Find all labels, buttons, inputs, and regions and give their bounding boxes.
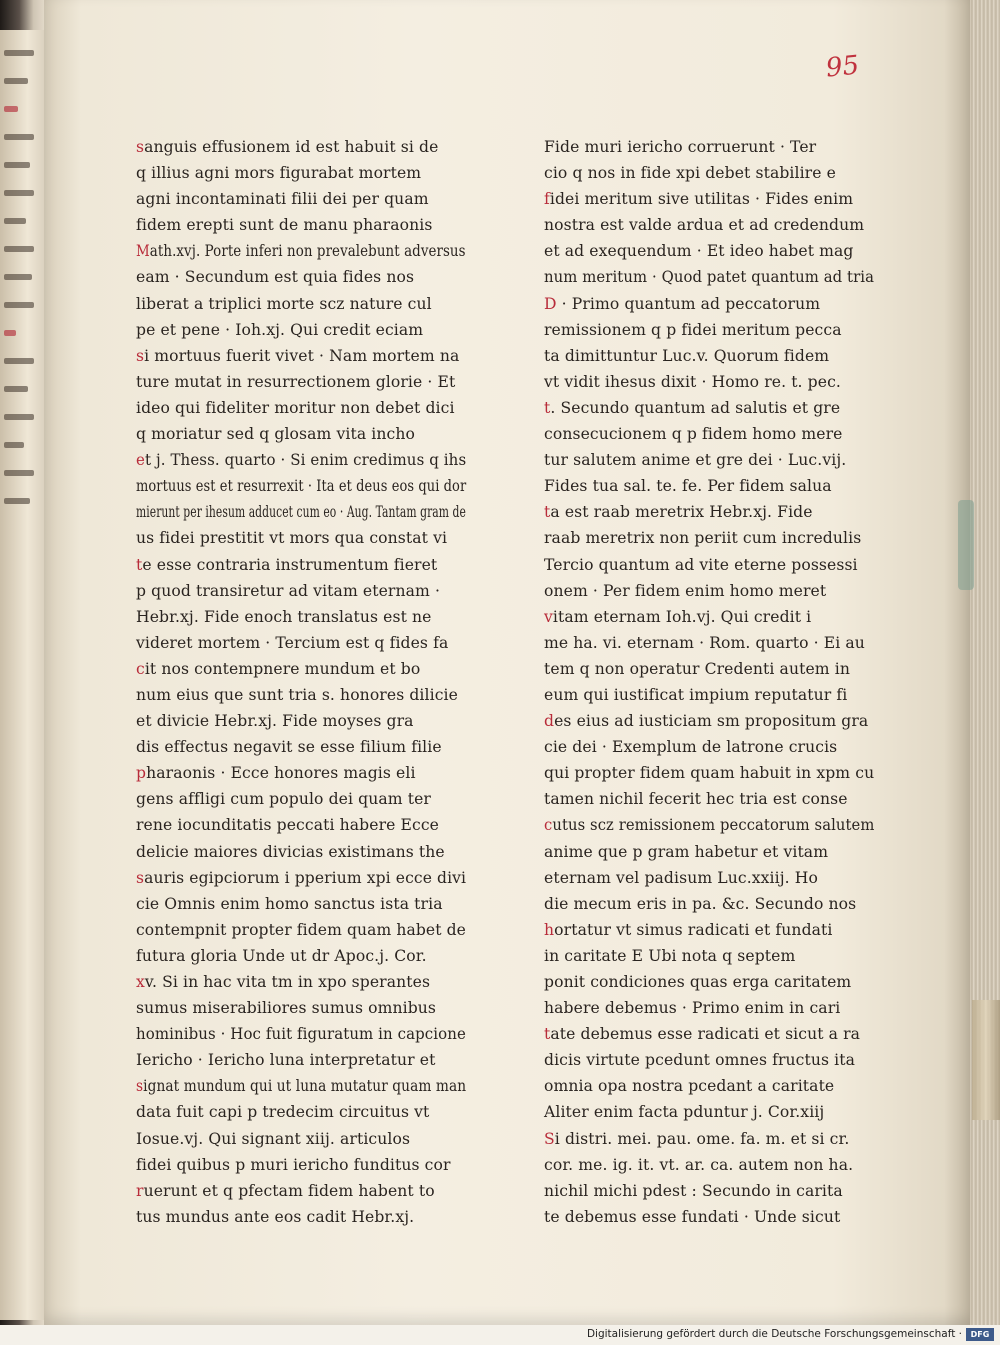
text-line: Hebr.xj. Fide enoch translatus est ne	[136, 607, 432, 626]
text-line: agni incontaminati filii dei per quam	[136, 190, 429, 209]
text-line: cit nos contempnere mundum et bo	[136, 659, 421, 678]
text-line: des eius ad iusticiam sm propositum gra	[544, 712, 869, 731]
rubric-initial: r	[136, 1181, 144, 1200]
text-line: tur salutem anime et gre dei · Luc.vij.	[544, 451, 847, 470]
text-line: delicie maiores divicias existimans the	[136, 842, 445, 861]
text-line: eternam vel padisum Luc.xxiij. Ho	[544, 868, 818, 887]
rubric-initial: t	[544, 503, 551, 522]
rubric-initial: c	[544, 816, 553, 835]
text-line: mierunt per ihesum adducet cum eo · Aug. Tantam gram de	[136, 503, 466, 522]
text-line: gens affligi cum populo dei quam ter	[136, 790, 431, 809]
text-line: onem · Per fidem enim homo meret	[544, 581, 827, 600]
text-line: Math.xvj. Porte inferi non prevalebunt adversus	[136, 242, 466, 261]
text-line: fidei meritum sive utilitas · Fides enim	[544, 190, 854, 209]
text-line: te esse contraria instrumentum fieret	[136, 555, 438, 574]
rubric-initial: D	[544, 294, 557, 313]
text-line: remissionem q p fidei meritum pecca	[544, 320, 842, 339]
text-line: pharaonis · Ecce honores magis eli	[136, 764, 416, 783]
text-line: cio q nos in fide xpi debet stabilire e	[544, 164, 836, 183]
rubric-initial: t	[544, 1025, 551, 1044]
text-line: Iericho · Iericho luna interpretatur et	[136, 1051, 436, 1070]
text-line: anime que p gram habetur et vitam	[544, 842, 829, 861]
text-line: dicis virtute pcedunt omnes fructus ita	[544, 1051, 856, 1070]
text-line: sumus miserabiliores sumus omnibus	[136, 999, 437, 1018]
rubric-initial: S	[544, 1129, 555, 1148]
text-line: si mortuus fuerit vivet · Nam mortem na	[136, 346, 460, 365]
text-line: cie Omnis enim homo sanctus ista tria	[136, 894, 443, 913]
rubric-initial: t	[136, 555, 143, 574]
rubric-initial: x	[136, 973, 145, 991]
text-line: ta est raab meretrix Hebr.xj. Fide	[544, 503, 813, 522]
text-line: rene iocunditatis peccati habere Ecce	[136, 816, 440, 835]
rubric-initial: e	[136, 451, 145, 470]
text-line: signat mundum qui ut luna mutatur quam man	[136, 1077, 467, 1096]
dfg-logo: DFG	[966, 1328, 994, 1341]
text-line: nichil michi pdest : Secundo in carita	[544, 1181, 843, 1200]
text-line: Fide muri iericho corruerunt · Ter	[544, 138, 817, 156]
bookmark-ribbon	[972, 1000, 1000, 1120]
text-line: raab meretrix non periit cum incredulis	[544, 529, 862, 548]
text-line: ture mutat in resurrectionem glorie · Et	[136, 372, 456, 391]
rubric-initial: M	[136, 242, 150, 261]
text-line: et divicie Hebr.xj. Fide moyses gra	[136, 712, 414, 731]
text-column-left	[136, 134, 466, 1230]
text-line: ruerunt et q pfectam fidem habent to	[136, 1181, 435, 1200]
text-line: num eius que sunt tria s. honores dilicie	[136, 685, 458, 704]
rubric-initial: s	[136, 138, 145, 156]
text-line: videret mortem · Tercium est q fides fa	[136, 633, 449, 652]
rubric-initial: s	[136, 868, 145, 887]
rubric-initial: f	[544, 190, 550, 209]
text-line: tus mundus ante eos cadit Hebr.xj.	[136, 1207, 415, 1226]
text-line: fidem erepti sunt de manu pharaonis	[136, 216, 433, 235]
text-line: me ha. vi. eternam · Rom. quarto · Ei au	[544, 633, 865, 652]
text-line: mortuus est et resurrexit · Ita et deus eos qui dor	[136, 477, 467, 496]
text-line: vitam eternam Ioh.vj. Qui credit i	[544, 607, 812, 626]
text-line: contempnit propter fidem quam habet de	[136, 920, 466, 939]
text-line: et j. Thess. quarto · Si enim credimus q ihs	[136, 451, 467, 470]
text-line: habere debemus · Primo enim in cari	[544, 999, 841, 1018]
text-line: xv. Si in hac vita tm in xpo sperantes	[136, 973, 431, 991]
text-line: tate debemus esse radicati et sicut a ra	[544, 1025, 861, 1044]
text-line: cutus scz remissionem peccatorum salutem	[544, 816, 875, 835]
text-line: q illius agni mors figurabat mortem	[136, 164, 422, 183]
footer-bar	[0, 1325, 1000, 1345]
text-line: p quod transiretur ad vitam eternam ·	[136, 581, 441, 600]
text-line: liberat a triplici morte scz nature cul	[136, 294, 432, 313]
rubric-initial: s	[136, 346, 145, 365]
rubric-initial: t	[544, 398, 551, 417]
text-line: q moriatur sed q glosam vita incho	[136, 425, 415, 444]
rubric-initial: v	[544, 607, 553, 626]
text-line: Tercio quantum ad vite eterne possessi	[544, 555, 858, 574]
text-line: die mecum eris in pa. &c. Secundo nos	[544, 894, 857, 913]
text-line: data fuit capi p tredecim circuitus vt	[136, 1103, 430, 1122]
text-line: ta dimittuntur Luc.v. Quorum fidem	[544, 346, 830, 365]
text-line: D · Primo quantum ad peccatorum	[544, 294, 821, 313]
rubric-initial: d	[544, 712, 555, 731]
text-line: cor. me. ig. it. vt. ar. ca. autem non ha.	[544, 1155, 854, 1174]
text-line: cie dei · Exemplum de latrone crucis	[544, 738, 838, 757]
text-column-right	[544, 134, 874, 1230]
text-line: eum qui iustificat impium reputatur fi	[544, 685, 848, 704]
text-line: fidei quibus p muri iericho funditus cor	[136, 1155, 451, 1174]
text-line: pe et pene · Ioh.xj. Qui credit eciam	[136, 320, 424, 339]
text-line: ideo qui fideliter moritur non debet dici	[136, 398, 455, 417]
text-line: te debemus esse fundati · Unde sicut	[544, 1207, 841, 1226]
text-line: sanguis effusionem id est habuit si de	[136, 138, 439, 156]
text-line: hortatur vt simus radicati et fundati	[544, 920, 833, 939]
text-line: futura gloria Unde ut dr Apoc.j. Cor.	[136, 946, 427, 965]
rubric-initial: s	[136, 1077, 144, 1096]
text-line: qui propter fidem quam habuit in xpm cu	[544, 764, 875, 783]
text-line: num meritum · Quod patet quantum ad tria	[544, 268, 875, 287]
rubric-initial: p	[136, 764, 147, 783]
footer-credit: Digitalisierung gefördert durch die Deutsche Forschungsgemeinschaft ·	[586, 1328, 962, 1340]
facing-page-edge	[0, 30, 46, 1320]
text-line: nostra est valde ardua et ad credendum	[544, 216, 865, 235]
text-line: consecucionem q p fidem homo mere	[544, 425, 843, 444]
text-line: hominibus · Hoc fuit figuratum in capcione	[136, 1025, 466, 1044]
page-stain	[958, 500, 974, 590]
text-line: ponit condiciones quas erga caritatem	[544, 973, 852, 991]
text-line: us fidei prestitit vt mors qua constat vi	[136, 529, 448, 548]
rubric-initial: h	[544, 920, 555, 939]
text-line: Fides tua sal. te. fe. Per fidem salua	[544, 477, 832, 496]
rubric-initial: c	[136, 659, 145, 678]
text-line: omnia opa nostra pcedant a caritate	[544, 1077, 835, 1096]
page-stack-edge	[970, 0, 1000, 1325]
text-line: in caritate E Ubi nota q septem	[544, 946, 796, 965]
text-line: Aliter enim facta pduntur j. Cor.xiij	[544, 1103, 825, 1122]
folio-number: 95	[824, 50, 861, 84]
text-line: tem q non operatur Credenti autem in	[544, 659, 850, 678]
text-line: et ad exequendum · Et ideo habet mag	[544, 242, 854, 261]
text-line: dis effectus negavit se esse filium filie	[136, 738, 442, 757]
text-line: sauris egipciorum i pperium xpi ecce divi	[136, 868, 467, 887]
text-line: vt vidit ihesus dixit · Homo re. t. pec.	[544, 372, 841, 391]
text-line: eam · Secundum est quia fides nos	[136, 268, 415, 287]
text-line: Si distri. mei. pau. ome. fa. m. et si cr.	[544, 1129, 850, 1148]
text-line: tamen nichil fecerit hec tria est conse	[544, 790, 848, 809]
text-line: t. Secundo quantum ad salutis et gre	[544, 398, 841, 417]
text-line: Iosue.vj. Qui signant xiij. articulos	[136, 1129, 411, 1148]
